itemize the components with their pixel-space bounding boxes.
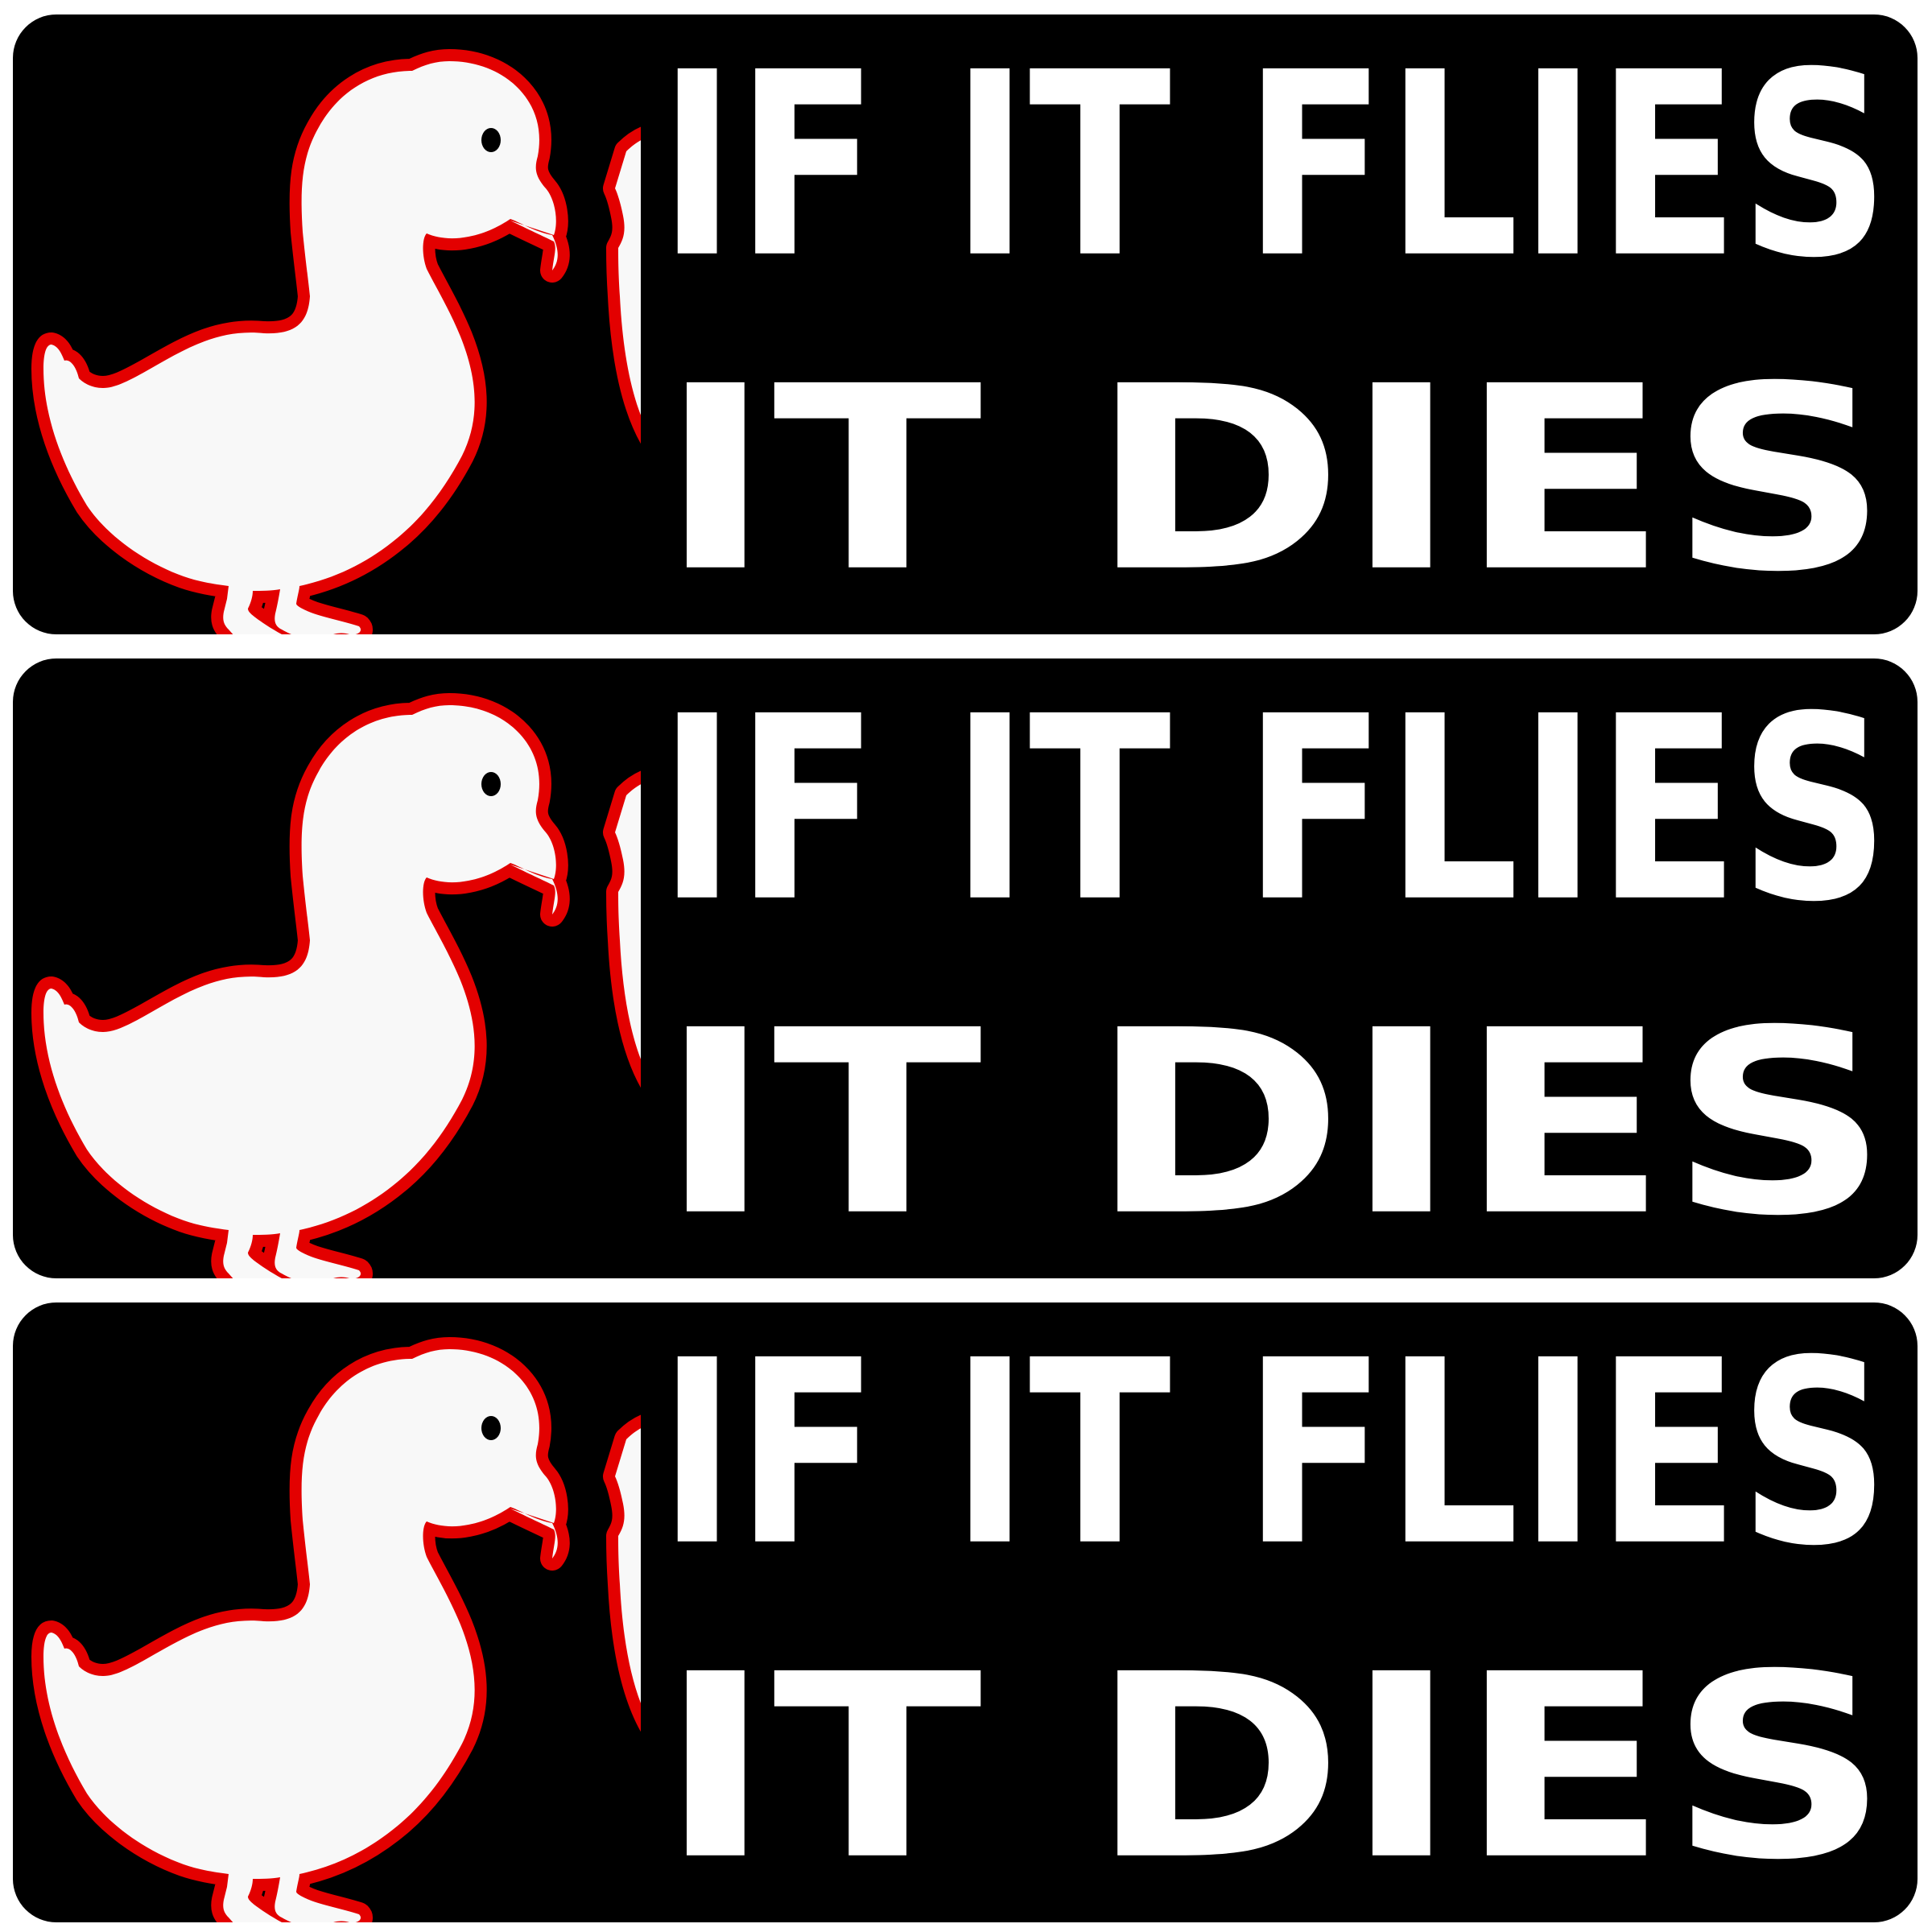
sticker-line-1 xyxy=(658,1306,1890,1602)
sticker-line-2-text: IT DIES xyxy=(658,1620,1890,1916)
duck-with-worm-icon xyxy=(29,667,641,1278)
sticker-line-2 xyxy=(658,1620,1890,1916)
sticker-2 xyxy=(13,658,1918,1278)
duck-with-worm-icon xyxy=(29,1311,641,1922)
sticker-line-1 xyxy=(658,18,1890,314)
sticker-line-2-text: IT DIES xyxy=(658,332,1890,628)
duck-with-worm-icon xyxy=(29,23,641,634)
sticker-line-1-text: IF IT FLIES xyxy=(658,18,1890,314)
sticker-line-1-text: IF IT FLIES xyxy=(658,1306,1890,1602)
sticker-line-2-text: IT DIES xyxy=(658,976,1890,1272)
sticker-line-2 xyxy=(658,332,1890,628)
sticker-line-1-text: IF IT FLIES xyxy=(658,662,1890,958)
sticker-3 xyxy=(13,1302,1918,1922)
sticker-line-2 xyxy=(658,976,1890,1272)
sticker-1 xyxy=(13,14,1918,634)
sticker-line-1 xyxy=(658,662,1890,958)
